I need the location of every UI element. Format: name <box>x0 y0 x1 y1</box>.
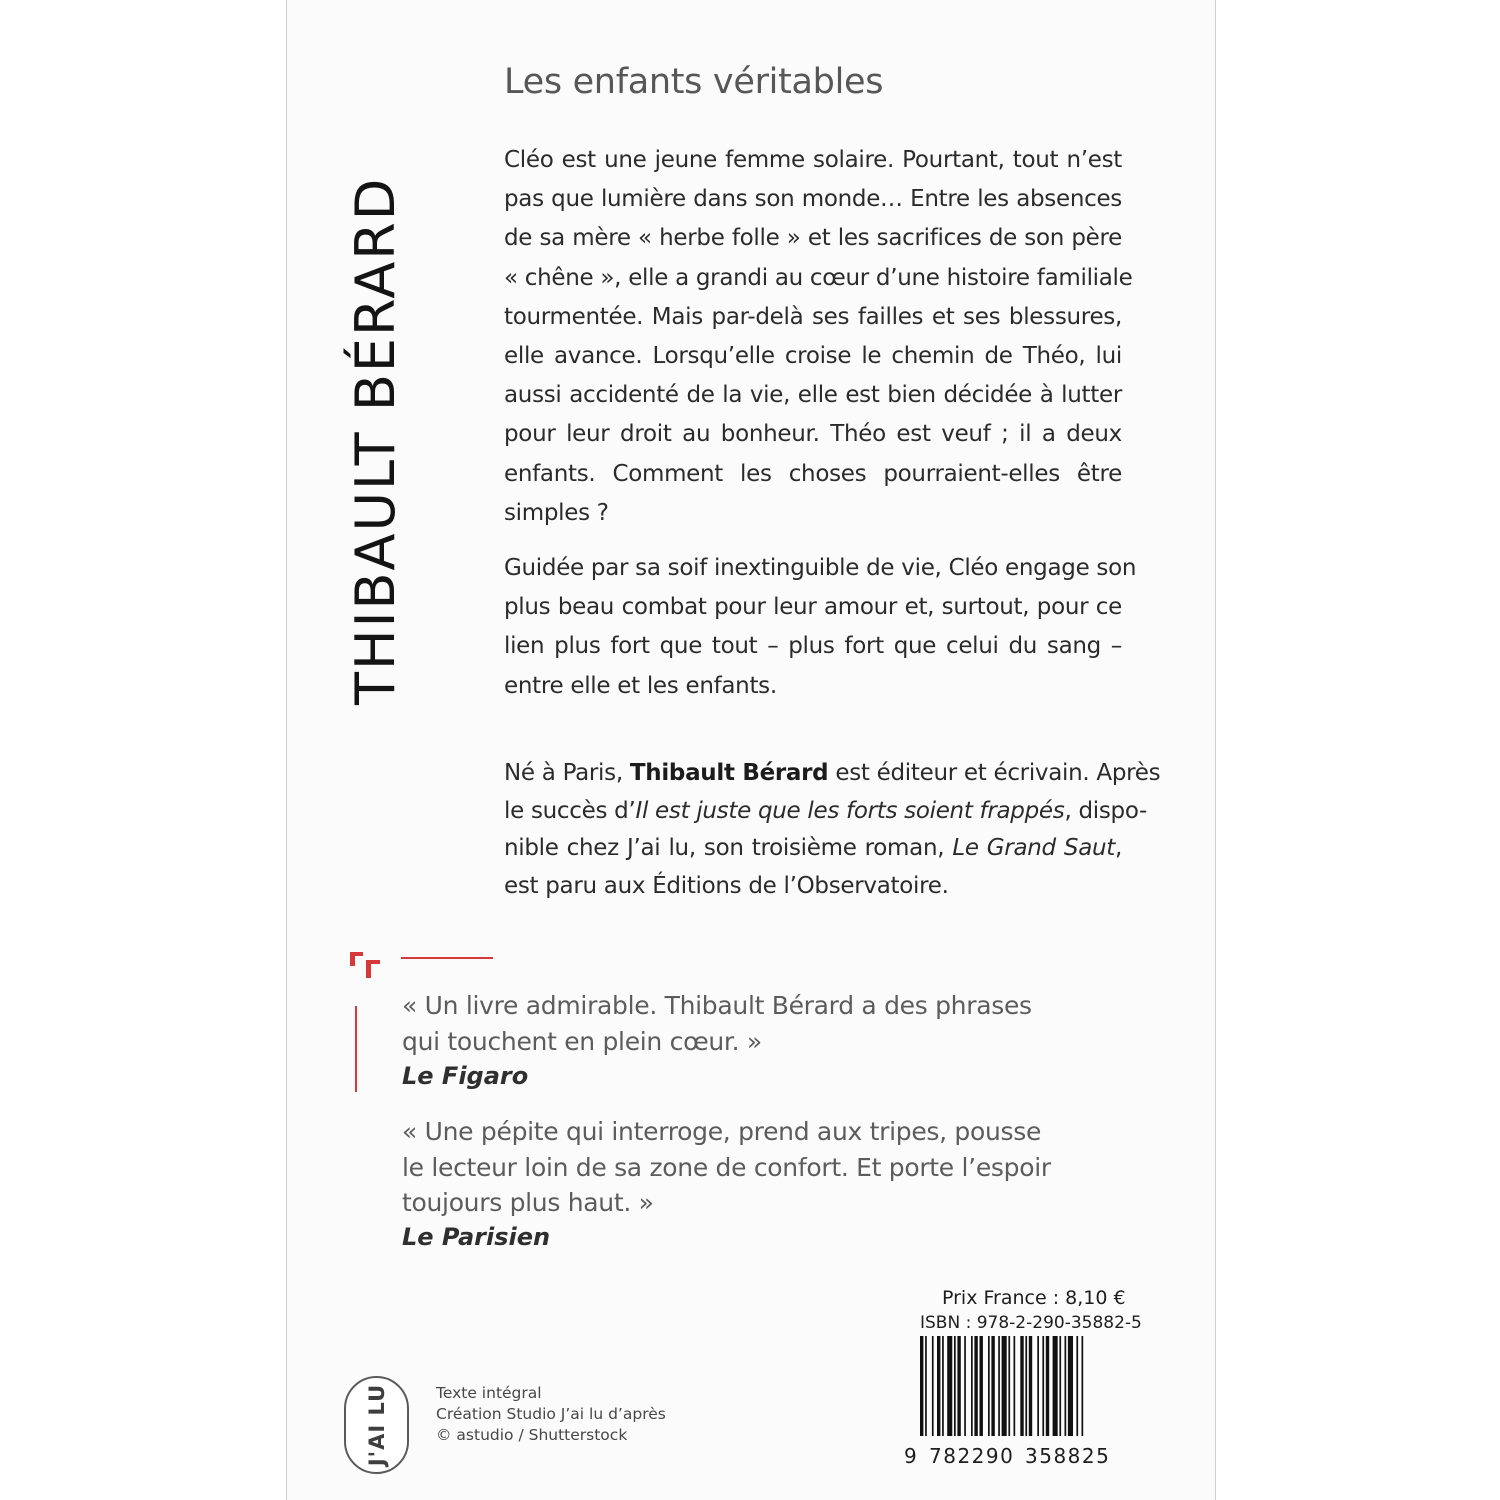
quote-line: toujours plus haut. » <box>402 1188 654 1217</box>
synopsis-line: simples ? <box>504 499 609 526</box>
barcode-bar <box>1002 1336 1007 1436</box>
quote-line: « Un livre admirable. Thibault Bérard a des phrases <box>402 991 1032 1020</box>
barcode-digit-first: 9 <box>904 1444 917 1468</box>
synopsis-line: elle avance. Lorsqu’elle croise le chemin de Théo, lui <box>504 343 1122 370</box>
barcode-bar <box>974 1336 977 1436</box>
bio-book-title: Le Grand Saut <box>952 835 1115 861</box>
barcode-bar <box>1037 1336 1039 1436</box>
press-source: Le Figaro <box>402 1062 529 1090</box>
bio-line <box>504 793 1148 831</box>
barcode-bar <box>998 1336 1000 1436</box>
bio-book-title: Il est juste que les forts soient frappés <box>635 797 1065 824</box>
synopsis-line: plus beau combat pour leur amour et, surtout, pour ce <box>504 594 1122 621</box>
barcode-bar <box>1046 1336 1049 1436</box>
bio-line <box>504 755 1161 793</box>
synopsis-paragraph-2 <box>504 549 1137 706</box>
barcode-bar <box>988 1336 990 1436</box>
barcode-bar <box>942 1336 944 1436</box>
synopsis-line: « chêne », elle a grandi au cœur d’une histoire familiale <box>504 264 1133 291</box>
barcode-bar <box>1025 1336 1027 1436</box>
barcode-bar <box>957 1336 960 1436</box>
barcode-bar <box>937 1336 940 1436</box>
synopsis-line: aussi accidenté de la vie, elle est bien décidée à lutter <box>504 382 1122 409</box>
synopsis-line: de sa mère « herbe folle » et les sacrifices de son père <box>504 225 1122 252</box>
barcode-bar <box>1076 1336 1078 1436</box>
book-title: Les enfants véritables <box>504 62 884 102</box>
bio-line: est paru aux Éditions de l’Observatoire. <box>504 872 949 899</box>
bio-author-name: Thibault Bérard <box>629 760 829 786</box>
synopsis-line: entre elle et les enfants. <box>504 672 777 699</box>
press-quote <box>402 1114 1051 1221</box>
barcode-bar <box>980 1336 983 1436</box>
synopsis-line: Guidée par sa soif inextinguible de vie, Cléo engage son <box>504 555 1137 581</box>
barcode-bar <box>1053 1336 1058 1436</box>
press-side-rule <box>355 1006 357 1092</box>
press-quote <box>402 988 1032 1059</box>
barcode-bar <box>954 1336 956 1436</box>
barcode-bar <box>1014 1336 1016 1436</box>
bio-text: Né à Paris, <box>504 760 630 786</box>
barcode-bar <box>1008 1336 1010 1436</box>
barcode-bar <box>1082 1336 1084 1436</box>
barcode-bar <box>964 1336 966 1436</box>
barcode-bar <box>1068 1336 1073 1436</box>
bio-text: , dispo- <box>1064 797 1148 824</box>
bio-text: est éditeur et écrivain. Après <box>828 760 1161 786</box>
bio-line <box>504 830 1122 868</box>
barcode-bar <box>1020 1336 1023 1436</box>
press-divider <box>401 957 493 959</box>
synopsis-line: lien plus fort que tout – plus fort que celui du sang – <box>504 633 1122 660</box>
synopsis-line: Cléo est une jeune femme solaire. Pourtant, tout n’est <box>504 147 1122 173</box>
author-name-vertical: THIBAULT BÉRARD <box>344 176 407 705</box>
synopsis-line: tourmentée. Mais par-delà ses failles et ses blessures, <box>504 303 1122 330</box>
barcode-bar <box>1042 1336 1044 1436</box>
press-source: Le Parisien <box>402 1223 551 1251</box>
press-marker-icon <box>348 946 390 982</box>
barcode-bar <box>1065 1336 1067 1436</box>
bio-text: nible chez J’ai lu, son troisième roman, <box>504 835 953 861</box>
barcode-bar <box>947 1336 952 1436</box>
publisher-logo <box>344 1376 409 1474</box>
credit-line: Création Studio J’ai lu d’après <box>436 1405 666 1423</box>
synopsis-line: enfants. Comment les choses pourraient-elles être <box>504 460 1122 487</box>
quote-line: qui touchent en plein cœur. » <box>402 1026 762 1056</box>
barcode-bar <box>971 1336 973 1436</box>
credits <box>436 1383 666 1446</box>
synopsis-line: pas que lumière dans son monde… Entre les absences <box>504 186 1122 213</box>
synopsis-paragraph-1 <box>504 141 1133 533</box>
barcode-bar <box>1059 1336 1061 1436</box>
barcode <box>920 1336 1126 1436</box>
barcode-digits-left: 782290 <box>929 1444 1015 1468</box>
bio-text: , <box>1115 835 1123 861</box>
author-bio <box>504 755 1161 905</box>
barcode-bar <box>925 1336 927 1436</box>
quote-line: « Une pépite qui interroge, prend aux tripes, pousse <box>402 1117 1042 1146</box>
credit-line: © astudio / Shutterstock <box>436 1426 628 1444</box>
barcode-bar <box>920 1336 923 1436</box>
price-label: Prix France : 8,10 € <box>942 1287 1126 1309</box>
credit-line: Texte intégral <box>436 1384 542 1402</box>
bio-text: le succès d’ <box>504 797 636 824</box>
synopsis-line: pour leur droit au bonheur. Théo est veuf ; il a deux <box>504 421 1122 448</box>
barcode-bar <box>991 1336 994 1436</box>
isbn-label: ISBN : 978-2-290-35882-5 <box>920 1313 1142 1333</box>
publisher-logo-text: J'AI LU <box>364 1383 389 1467</box>
barcode-bar <box>1029 1336 1032 1436</box>
barcode-bar <box>932 1336 934 1436</box>
quote-line: le lecteur loin de sa zone de confort. Et porte l’espoir <box>402 1152 1051 1182</box>
barcode-digits-right: 358825 <box>1025 1444 1111 1468</box>
